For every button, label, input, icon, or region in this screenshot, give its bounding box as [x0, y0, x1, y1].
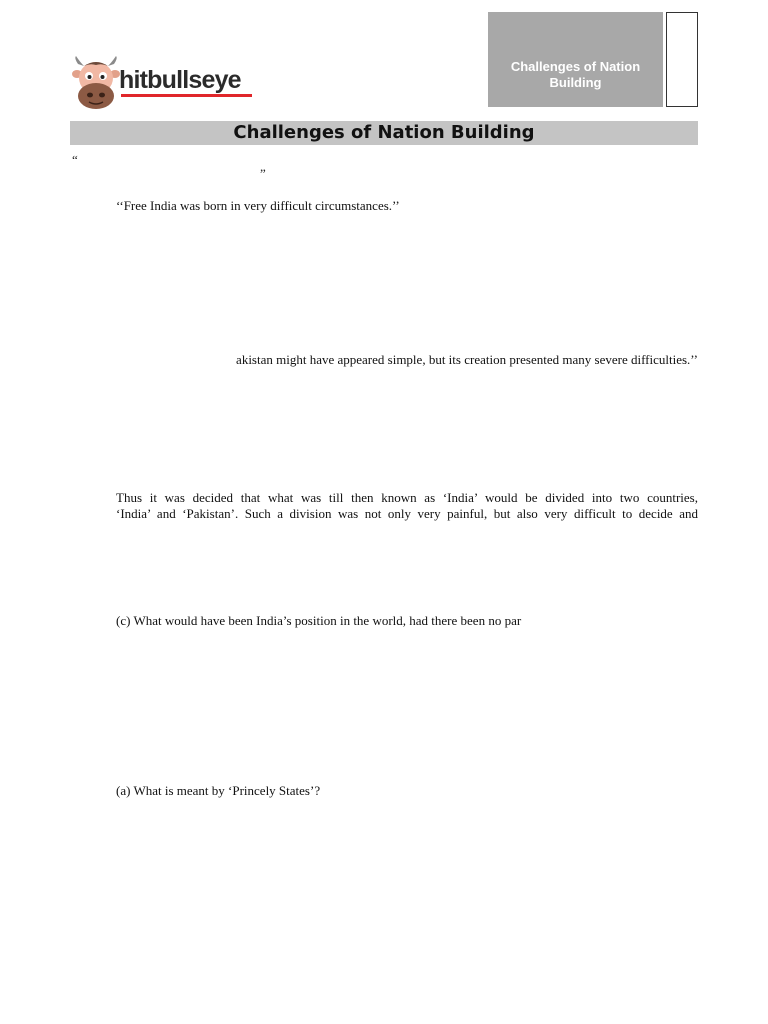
- brand-logo: [72, 56, 262, 112]
- thus-paragraph-line-2: ‘India’ and ‘Pakistan’. Such a division was not only very painful, but also very difficult to decide and: [116, 506, 698, 521]
- thus-paragraph-line-1: Thus it was decided that what was till then known as ‘India’ would be divided into two countries,: [116, 490, 698, 505]
- bull-mascot-icon: [72, 56, 120, 110]
- chapter-box-title: Challenges of Nation Building: [510, 58, 641, 90]
- question-a: (a) What is meant by ‘Princely States’?: [116, 783, 321, 798]
- page-title: Challenges of Nation Building: [233, 122, 535, 143]
- page-side-box: [666, 12, 698, 107]
- title-bar: [70, 121, 698, 145]
- pakistan-line: akistan might have appeared simple, but its creation presented many severe difficulties.’’: [236, 352, 698, 367]
- logo-underline: [121, 94, 252, 97]
- quote-line: ‘‘Free India was born in very difficult circumstances.’’: [116, 198, 400, 213]
- closing-quote-mark: ”: [260, 166, 266, 181]
- logo-wordmark: hitbullseye: [119, 66, 241, 94]
- opening-quote-mark: “: [72, 152, 78, 167]
- chapter-header-box: [488, 12, 663, 107]
- question-c: (c) What would have been India’s position in the world, had there been no par: [116, 613, 522, 628]
